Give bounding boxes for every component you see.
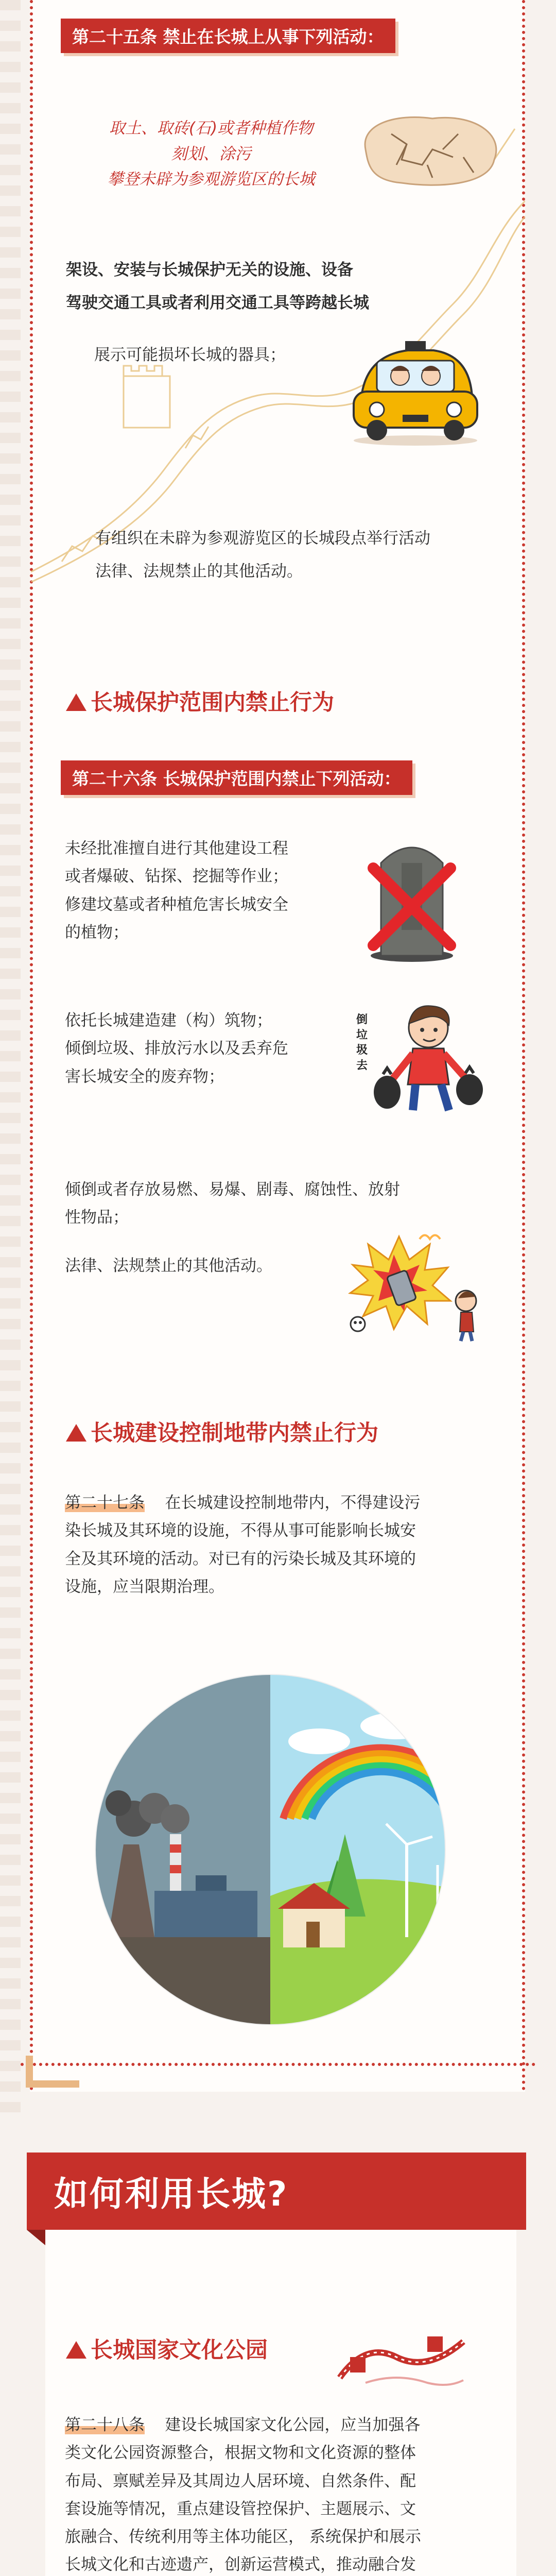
- text-line: 在长城建设控制地带内，不得建设污: [165, 1494, 421, 1512]
- text-line: 的植物；: [65, 923, 129, 942]
- article-27-label: 第二十七条: [65, 1494, 145, 1512]
- text-line: 依托长城建造建（构）筑物；: [65, 1011, 272, 1030]
- text-line: 修建坟墓或者种植危害长城安全: [65, 895, 288, 914]
- article-28-label: 第二十八条: [65, 2416, 145, 2434]
- article-25-tag: 第二十五条 禁止在长城上从事下列活动：: [61, 19, 395, 53]
- text-line: 建设长城国家文化公园，应当加强各: [165, 2416, 421, 2434]
- cracked-earth-illustration: [355, 108, 505, 191]
- text-line: 套设施等情况，重点建设管控保护、主题展示、文: [65, 2499, 416, 2518]
- text-line: 布局、禀赋差异及其周边人居环境、自然条件、配: [65, 2471, 416, 2490]
- car-illustration: [346, 319, 485, 448]
- banner-fold: [27, 2230, 45, 2245]
- article-26-tag: 第二十六条 长城保护范围内禁止下列活动：: [61, 760, 412, 795]
- heading-text: 长城保护范围内禁止行为: [91, 690, 334, 716]
- block-building: [65, 1007, 288, 1091]
- italic-line: 取土、取砖(石)或者种植作物: [109, 119, 314, 138]
- triangle-icon: [66, 1424, 86, 1442]
- bold-line-vehicles: 驾驶交通工具或者利用交通工具等跨越长城: [66, 294, 369, 312]
- article-27-paragraph: [65, 1489, 497, 1601]
- text-line: 染长城及其环境的设施，不得从事可能影响长城安: [65, 1521, 416, 1540]
- text-line: 性物品；: [65, 1208, 129, 1227]
- triangle-icon: [66, 693, 86, 711]
- triangle-icon: [66, 2341, 86, 2359]
- text-line: 或者爆破、钻探、挖掘等作业；: [65, 867, 288, 886]
- block-other: 法律、法规禁止的其他活动。: [65, 1257, 272, 1275]
- text-line: 类文化公园资源整合，根据文物和文化资源的整体: [65, 2444, 416, 2463]
- italic-line: 攀登未辟为参观游览区的长城: [107, 170, 315, 189]
- banner-title: 如何利用长城?: [54, 2174, 289, 2214]
- section-heading-national-park: [66, 2333, 268, 2364]
- block-construction: [65, 835, 288, 946]
- heading-text: 长城建设控制地带内禁止行为: [91, 1420, 378, 1446]
- text-organized-activity: 有组织在未辟为参观游览区的长城段点举行活动: [95, 529, 430, 548]
- heading-text: 长城国家文化公园: [91, 2337, 268, 2363]
- section-heading-control-zone: [66, 1416, 378, 1447]
- frame-corner-ornament: [26, 2056, 79, 2088]
- section-heading-protection: [66, 685, 334, 717]
- bold-line-facilities: 架设、安装与长城保护无关的设施、设备: [66, 261, 353, 279]
- great-wall-badge-illustration: [335, 2326, 468, 2388]
- text-line: 倾倒垃圾、排放污水以及丢弃危: [65, 1039, 288, 1058]
- tombstone-cross-icon: [363, 827, 461, 966]
- text-line: 旅融合、传统利用等主体功能区， 系统保护和展示: [65, 2528, 421, 2546]
- garbage-label: 倒垃圾去: [356, 1013, 368, 1073]
- text-line: 未经批准擅自进行其他建设工程: [65, 839, 288, 858]
- italic-line: 刻划、涂污: [171, 144, 251, 163]
- text-line: 倾倒或者存放易燃、易爆、剧毒、腐蚀性、放射: [65, 1180, 400, 1199]
- text-line: 设施，应当限期治理。: [65, 1577, 224, 1596]
- article-28-paragraph: [65, 2411, 502, 2576]
- pollution-vs-clean-illustration: [77, 1649, 463, 2030]
- text-other-activity: 法律、法规禁止的其他活动。: [95, 562, 303, 581]
- text-line: 全及其环境的活动。对已有的污染长城及其环境的: [65, 1549, 416, 1568]
- frame-bottom-border: [21, 2060, 535, 2066]
- garbage-person-illustration: [372, 997, 490, 1126]
- explosion-illustration: [337, 1224, 492, 1342]
- text-line: 长城文化和古迹遗产，创新运营模式，推动融合发: [65, 2555, 416, 2574]
- left-decor-strip: [0, 0, 21, 2112]
- text-line: 害长城安全的废弃物；: [65, 1067, 224, 1086]
- prohibited-list-italic: [82, 116, 340, 193]
- text-tools: 展示可能损坏长城的器具；: [94, 346, 286, 364]
